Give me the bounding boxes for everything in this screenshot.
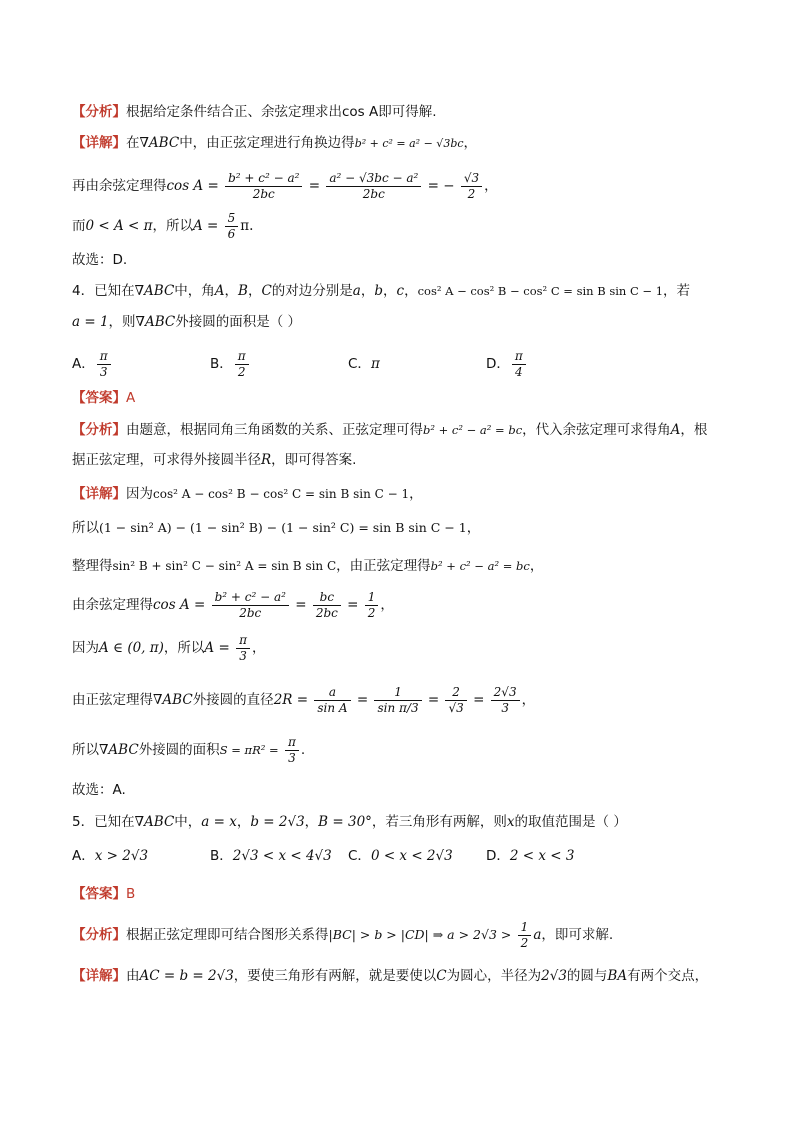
q5-detail-line: 【详解】由AC = b = 2√3，要使三角形有两解，就是要使以C为圆心，半径为2√3的圆与BA有两个交点， (72, 968, 709, 984)
q4-stem-line1: 4．已知在∇ABC中，角A，B，C的对边分别是a，b，c，cos² A − cos² B − cos² C = sin B sin C − 1，若 (72, 283, 691, 299)
q5-option-c[interactable]: C．0 < x < 2√3 (348, 848, 453, 864)
q5-option-a[interactable]: A．x > 2√3 (72, 848, 149, 864)
q4-answer-line (72, 388, 734, 408)
q4-option-c[interactable]: C．π (348, 356, 380, 372)
fraction: $\frac{5}{6}$ (225, 211, 239, 242)
q3-range-line (72, 206, 734, 246)
text: ， (463, 135, 478, 151)
q4-analysis-line2: 据正弦定理，可求得外接圆半径R，即可得答案. (72, 452, 357, 468)
text: 在 (126, 135, 140, 151)
q4-analysis-line1: 【分析】由题意，根据同角三角函数的关系、正弦定理可得b² + c² − a² = bc，代入余弦定理可求得角A，根 (72, 422, 708, 438)
fraction: $\frac{\text{a² − √3bc − a²}}{2bc}$ (326, 171, 421, 202)
q4-detail-line2: 所以(1 − sin² A) − (1 − sin² B) − (1 − sin² C) = sin B sin C − 1， (72, 520, 481, 536)
q3-choose: 故选：D. (72, 252, 128, 268)
text: 再由余弦定理得 (72, 178, 167, 194)
equals: = − (427, 178, 455, 194)
fraction: $\frac{\text{b² + c² − a²}}{2bc}$ (225, 171, 302, 202)
text: π. (240, 218, 254, 234)
text: 而 (72, 218, 86, 234)
detail-tag: 【详解】 (72, 135, 126, 151)
q4-choose: 故选：A. (72, 782, 126, 798)
text: 中，由正弦定理进行角换边得 (179, 135, 355, 151)
answer-tag: 【答案】 (72, 390, 126, 406)
q4-detail-line7: 所以∇ABC外接圆的面积S = πR² = $\frac{\pi}{3}$ . (72, 734, 306, 765)
triangle-symbol: ∇ABC (139, 135, 180, 151)
text: ，所以 (152, 218, 193, 234)
q4-detail-line4: 由余弦定理得cos A = $\frac{\text{b² + c² − a²}}{2bc}$ = $\frac{bc}{2bc}$ = $\frac{1}{2}$ ， (72, 589, 394, 620)
q4-stem-line2: a = 1，则∇ABC外接圆的面积是（ ） (72, 314, 302, 330)
q3-analysis-line (72, 102, 734, 122)
equals: = (308, 178, 321, 194)
equation: A = (193, 218, 219, 234)
analysis-text: 根据给定条件结合正、余弦定理求出cos A即可得解. (126, 104, 437, 120)
equation: 0 < A < π (85, 218, 153, 234)
equation: cos A = (166, 178, 219, 194)
q4-detail-line1: 【详解】因为cos² A − cos² B − cos² C = sin B sin C − 1， (72, 486, 423, 502)
analysis-tag: 【分析】 (72, 104, 126, 120)
q4-option-b[interactable]: B． $\frac{\pi}{2}$ (210, 346, 251, 382)
q4-option-a[interactable]: A． $\frac{\pi}{3}$ (72, 346, 113, 382)
q5-option-d[interactable]: D．2 < x < 3 (486, 848, 575, 864)
text: ， (484, 178, 498, 194)
equation: b² + c² = a² − √3bc (354, 137, 464, 150)
q5-answer-line: 【答案】B (72, 886, 136, 902)
q4-detail-line6: 由正弦定理得∇ABC外接圆的直径2R = $\frac{a}{\text{sin A}}$ = $\frac{1}{\text{sin π/3}}$ = $\frac{2}{√3}$ = $\frac{2√3}{3}$ ， (72, 684, 536, 715)
fraction: $\frac{√3}{2}$ (461, 171, 482, 202)
answer-value: A (126, 390, 136, 406)
q4-detail-line3: 整理得sin² B + sin² C − sin² A = sin B sin C，由正弦定理得b² + c² − a² = bc， (72, 558, 544, 574)
q4-option-d[interactable]: D． $\frac{\pi}{4}$ (486, 346, 528, 382)
q5-stem-line: 5．已知在∇ABC中，a = x，b = 2√3，B = 30°，若三角形有两解，则x的取值范围是（ ） (72, 814, 627, 830)
q5-analysis-line: 【分析】根据正弦定理即可结合图形关系得|BC| > b > |CD| ⇒ a > 2√3 > $\frac{1}{2}$ a，即可求解. (72, 919, 614, 950)
q4-detail-line5: 因为A ∈ (0, π)，所以A = $\frac{\pi}{3}$ ， (72, 632, 266, 663)
q3-detail-line (72, 133, 734, 154)
q3-cosine-line (72, 166, 734, 206)
q5-option-b[interactable]: B．2√3 < x < 4√3 (210, 848, 332, 864)
